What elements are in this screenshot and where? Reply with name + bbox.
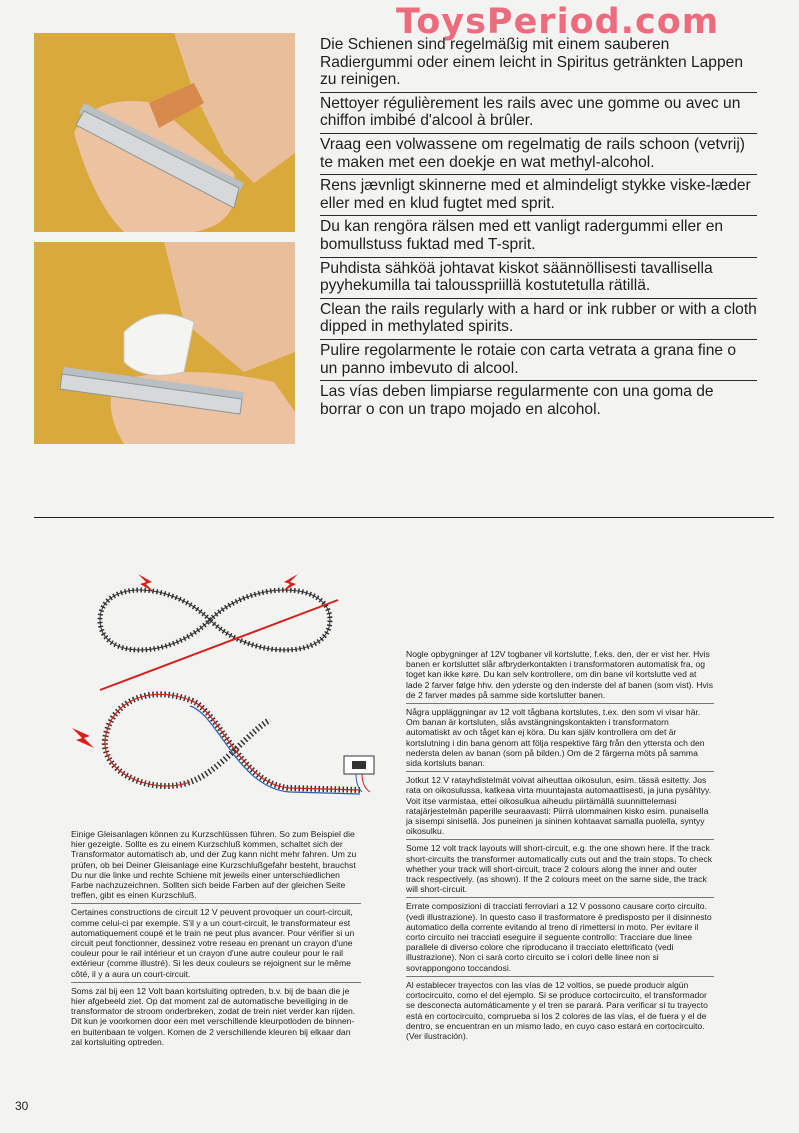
cleaning-text-fi: Puhdista sähköä johtavat kiskot säännöllisesti tavallisella pyyhekumilla tai talousspriillä kostutetulla rätillä. xyxy=(320,260,757,299)
cleaning-text-sv: Du kan rengöra rälsen med ett vanligt radergummi eller en bomullstuss fuktad med T-sprit. xyxy=(320,218,757,257)
cleaning-instructions xyxy=(320,36,757,423)
figure-eight-track xyxy=(100,590,330,650)
short-circuit-text-de: Einige Gleisanlagen können zu Kurzschlüssen führen. So zum Beispiel die hier gezeigte. Sollte es zu einem Kurzschluß kommen, schaltet sich der Transformator automatisch ab, und der Zug kann nicht mehr fahren. Um zu prüfen, ob bei Deiner Gleisanlage eine Kurzschlußgefahr besteht, brauchst Du nur die linke und rechte Schiene mit jeweils einer unterschiedlichen Farbe nachzuzeichnen. Sollten sich beide Farben auf der gleichen Seite treffen, gibt es einen Kurzschluß. xyxy=(71,829,361,904)
cleaning-text-it: Pulire regolarmente le rotaie con carta vetrata a grana fine o un panno imbevuto di alcool. xyxy=(320,342,757,381)
cleaning-text-de: Die Schienen sind regelmäßig mit einem sauberen Radiergummi oder einem leicht in Spiritus getränkten Lappen zu reinigen. xyxy=(320,36,757,93)
short-circuit-text-right xyxy=(406,649,714,1047)
lightning-icon-loop xyxy=(72,728,94,748)
page-number: 30 xyxy=(15,1099,29,1113)
short-circuit-text-nl: Soms zal bij een 12 Volt baan kortsluiting optreden, b.v. bij de baan die je hier afgebeeld ziet. Op dat moment zal de automatische beveiliging in de transformator de stroom onderbreken, zodat de trein niet verder kan rijden. Dit kun je voorkomen door een met verschillende kleurpotloden de binnen- en buitenbaan te volgen. Komen de 2 verschillende kleuren bij elkaar dan zal kortsluiting optreden. xyxy=(71,985,356,1047)
rail-cleaning-cloth-photo xyxy=(34,242,295,444)
cross-out-line xyxy=(100,600,338,690)
short-circuit-text-fi: Jotkut 12 V ratayhdistelmät voivat aiheuttaa oikosulun, esim. tässä esitetty. Jos rata on oikosulussa, katkeaa virta muuntajasta automaattisesti, ja juna pysähtyy. Voit itse varmistaa, ettei oikosulkua aiheudu piirtämällä suunnittelemasi ratajärjestelmän paperille seuraavasti: Piirrä ulommainen kisko esim. punaisella ja sisempi sinisellä. Jos puneinen ja sininen kohtaavat samalla puolella, syntyy oikosulku. xyxy=(406,775,714,840)
watermark: ToysPeriod.com xyxy=(396,2,720,42)
short-circuit-text-da: Nogle opbygninger af 12V togbaner vil kortslutte, f.eks. den, der er vist her. Hvis banen er kortsluttet slår afbryderkontakten i transformatoren automatisk fra, og toget kan ikke køre. Du kan selv kontrollere, om din bane vil kortslutte ved at lade 2 farver følge hhv. den yderste og den inderste del af banen (som vist). Hvis de 2 farver mødes på samme side kortslutter banen. xyxy=(406,649,714,704)
cleaning-text-nl: Vraag een volwassene om regelmatig de rails schoon (vetvrij) te maken met een doekje en wat methyl-alcohol. xyxy=(320,136,757,175)
transformer-icon xyxy=(344,756,374,792)
short-circuit-text-left xyxy=(71,829,361,1053)
short-circuit-text-en: Some 12 volt track layouts will short-circuit, e.g. the one shown here. If the track short-circuits the transformer automatically cuts out and the train stops. To check whether your track will short-circuit, trace 2 colours along the inner and outer track respectively. (as shown). If the 2 colours meet on the same side, the track will short-circuit. xyxy=(406,843,714,898)
section-divider xyxy=(34,517,774,518)
short-circuit-text-it: Errate composizioni di tracciati ferroviari a 12 V possono causare corto circuito. (vedi illustrazione). In questo caso il trasformatore è predisposto per il disinnesto automatico della corrente evitando al treno di rimettersi in moto. Per evitare il corto circuito nei tracciati eseguire il seguente controllo: Tracciare due linee parallele di diverso colore che riproducano il tracciato elettrificato (vedi illustrazione). Non ci sarà corto circuito se i colori delle linee non si sovrappongono toccandosi. xyxy=(406,901,714,976)
teardrop-loop-track xyxy=(105,694,360,790)
track-layout-diagram xyxy=(60,560,400,820)
cleaning-text-fr: Nettoyer régulièrement les rails avec une gomme ou avec un chiffon imbibé d'alcool à brûler. xyxy=(320,95,757,134)
cleaning-text-en: Clean the rails regularly with a hard or ink rubber or with a cloth dipped in methylated spirits. xyxy=(320,301,757,340)
cleaning-text-es: Las vías deben limpiarse regularmente con una goma de borrar o con un trapo mojado en alcohol. xyxy=(320,383,714,418)
short-circuit-text-sv: Några uppläggningar av 12 volt tågbana kortslutes, t.ex. den som vi visar här. Om banan är kortsluten, slås avstängningskontakten i transformatorn automatiskt av och tåget kan ej köra. Du kan själv kontrollera om det är kortslutning i din bana genom att följa respektive färg från den yttersta och den nedersta delen av banan (som på bilden.) Om de 2 färgerna möts på samma sida kortsluts banan. xyxy=(406,707,714,772)
rail-cleaning-eraser-photo xyxy=(34,33,295,232)
cleaning-text-da: Rens jævnligt skinnerne med et almindeligt stykke viske-læder eller med en klud fugtet med sprit. xyxy=(320,177,757,216)
short-circuit-text-es: Al establecer trayectos con las vías de 12 voltios, se puede producir algún cortocircuito, como el del ejemplo. Si se produce cortocircuito, el transformador se desconecta automáticamente y el tren se parará. Para verificar si tu trayecto está en cortocircuito, comprueba si los 2 colores de las vías, el de fuera y el de dentro, se encuentran en un mismo lado, en cuyo caso estará en cortocircuito. (Ver ilustración). xyxy=(406,979,708,1041)
short-circuit-text-fr: Certaines constructions de circuit 12 V peuvent provoquer un court-circuit, comme celui-ci par exemple. S'il y a un court-circuit, le transformateur est automatiquement coupé et le train ne peut plus avancer. Pour vérifier si un circuit peut fonctionner, dessinez votre reseau en prenant un crayon d'une couleur pour le rail intérieur et un crayon d'une autre couleur pour le rail extérieur (comme illustré). Si les deux couleurs se rejoignent sur le même côté, il y a aura un court-circuit. xyxy=(71,907,361,982)
